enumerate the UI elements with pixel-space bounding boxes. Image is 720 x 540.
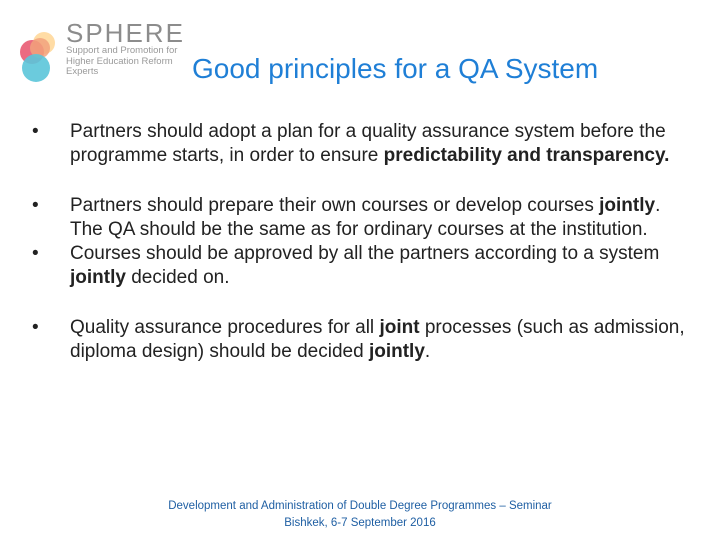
bullet-bold-text: jointly <box>599 195 656 216</box>
bullet-text: processes (such as admission, diploma design) should be decided <box>70 317 685 362</box>
bullet-bold-text: jointly <box>70 267 126 288</box>
bullet-bold-text: predictability and transparency. <box>383 145 670 166</box>
slide-footer <box>0 498 720 532</box>
bullet-item <box>28 120 688 168</box>
bullet-text: . <box>424 341 431 362</box>
bullet-marker: • <box>32 243 39 264</box>
bullet-bold-text: joint <box>379 317 420 338</box>
sphere-logo-icon <box>18 26 62 86</box>
bullet-text: Courses should be approved by all the partners according to a system <box>70 243 660 264</box>
bullet-item <box>28 194 688 242</box>
bullet-text: Partners should adopt a plan for a quality assurance system before the programme starts, in order to ensure <box>70 121 666 166</box>
bullet-bold-text: jointly <box>368 341 425 362</box>
slide-title: Good principles for a QA System <box>192 53 599 84</box>
logo-name: SPHERE <box>66 18 185 48</box>
bullet-text: Quality assurance procedures for all <box>70 317 380 338</box>
bullet-text: decided on. <box>125 267 230 288</box>
bullet-marker: • <box>32 121 39 142</box>
bullet-text: Partners should prepare their own courses or develop courses <box>70 195 600 216</box>
bullet-item <box>28 316 688 364</box>
bullet-marker: • <box>32 317 39 338</box>
bullet-text: . The QA should be the same as for ordinary courses at the institution. <box>70 195 661 240</box>
sphere-logo <box>18 18 188 88</box>
logo-tagline: Support and Promotion for Higher Education Reform Experts <box>66 45 178 77</box>
bullet-marker: • <box>32 195 39 216</box>
footer-line-1: Development and Administration of Double Degree Programmes – Seminar <box>168 500 552 512</box>
bullet-item <box>28 242 688 290</box>
bullet-list <box>28 120 688 364</box>
footer-line-2: Bishkek, 6-7 September 2016 <box>284 517 436 529</box>
